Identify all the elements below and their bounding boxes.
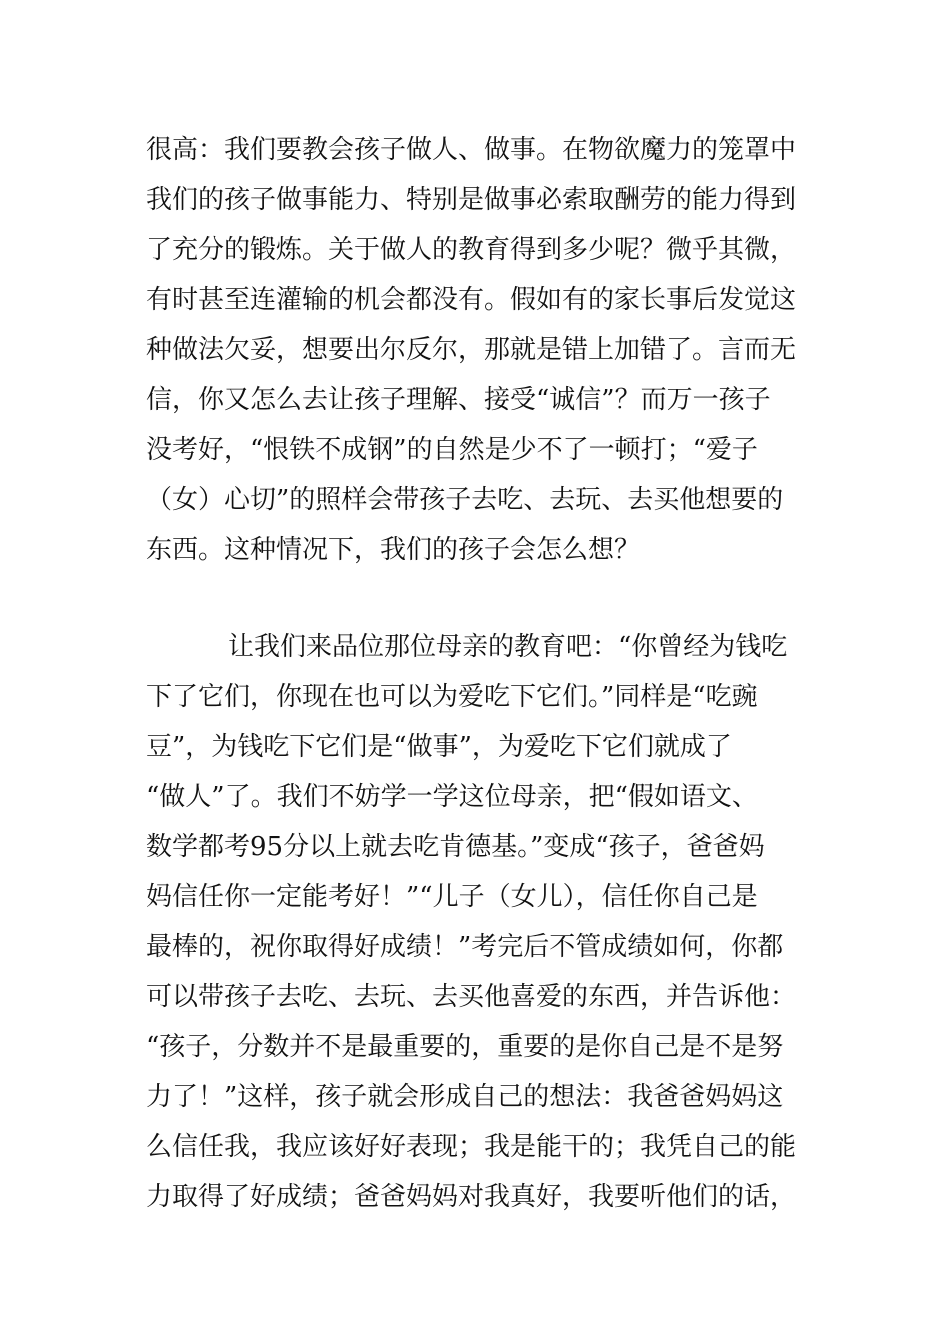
text-line: 力了！”这样，孩子就会形成自己的想法：我爸爸妈妈这 [146,1082,784,1112]
text-line: 有时甚至连灌输的机会都没有。假如有的家长事后发觉这 [146,285,797,315]
text-line: 妈信任你一定能考好！”“儿子（女儿），信任你自己是 [146,882,758,912]
text-line: 让我们来品位那位母亲的教育吧：“你曾经为钱吃 [228,632,788,662]
text-line: 力取得了好成绩；爸爸妈妈对我真好，我要听他们的话， [146,1182,797,1212]
text-line: （女）心切”的照样会带孩子去吃、去玩、去买他想要的 [146,485,784,515]
text-line: “孩子，分数并不是最重要的，重要的是你自己是不是努 [146,1032,784,1062]
text-line: 了充分的锻炼。关于做人的教育得到多少呢？微乎其微， [146,235,797,265]
paragraph-2 [146,622,810,1222]
text-line: 数学都考95分以上就去吃肯德基。”变成“孩子，爸爸妈 [146,832,765,862]
text-line: 可以带孩子去吃、去玩、去买他喜爱的东西，并告诉他： [146,982,797,1012]
text-line: 没考好，“恨铁不成钢”的自然是少不了一顿打；“爱子 [146,435,758,465]
text-line: “做人”了。我们不妨学一学这位母亲，把“假如语文、 [146,782,758,812]
text-line: 下了它们，你现在也可以为爱吃下它们。”同样是“吃豌 [146,682,758,712]
text-line: 东西。这种情况下，我们的孩子会怎么想？ [146,535,641,565]
text-line: 么信任我，我应该好好表现；我是能干的；我凭自己的能 [146,1132,797,1162]
text-line: 我们的孩子做事能力、特别是做事必索取酬劳的能力得到 [146,185,797,215]
text-line: 很高：我们要教会孩子做人、做事。在物欲魔力的笼罩中 [146,135,797,165]
text-line: 豆”，为钱吃下它们是“做事”，为爱吃下它们就成了 [146,732,732,762]
text-line: 种做法欠妥，想要出尔反尔，那就是错上加错了。言而无 [146,335,797,365]
text-line: 信，你又怎么去让孩子理解、接受“诚信”？而万一孩子 [146,385,771,415]
text-line: 最棒的，祝你取得好成绩！”考完后不管成绩如何，你都 [146,932,784,962]
paragraph-1 [146,125,810,575]
